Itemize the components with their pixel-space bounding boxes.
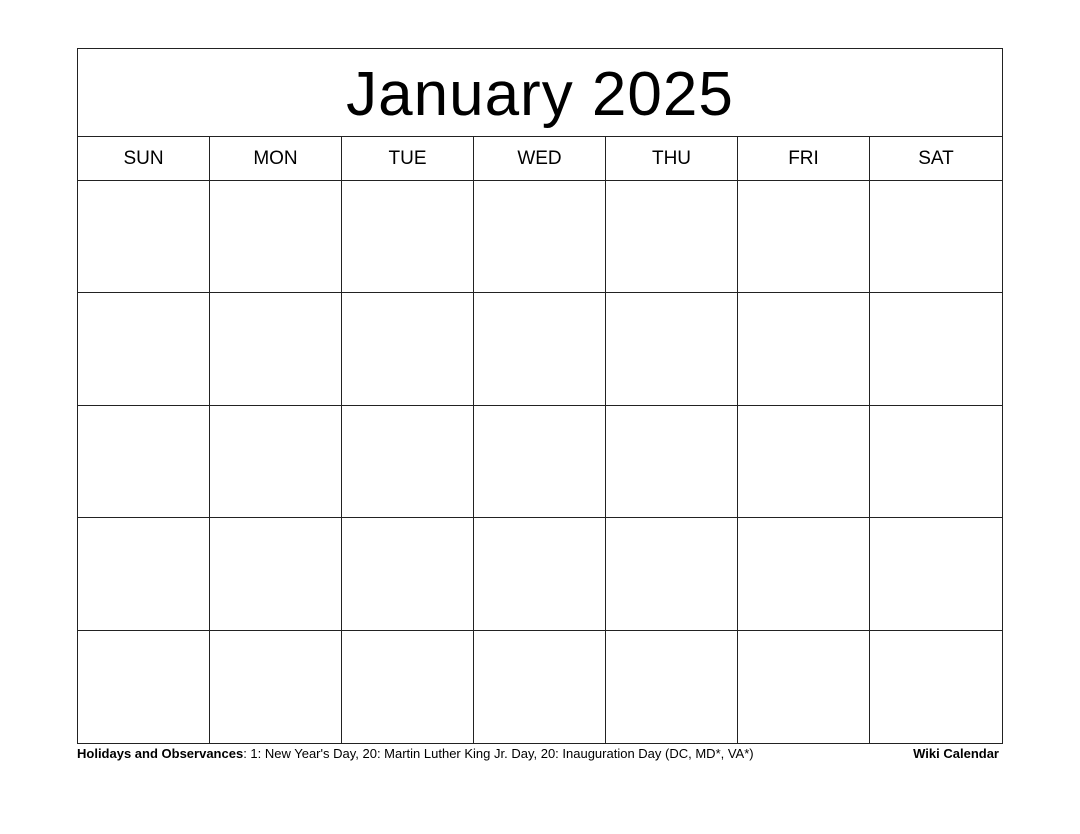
- day-cell: [210, 181, 342, 293]
- brand-label: Wiki Calendar: [913, 746, 999, 761]
- holidays-label: Holidays and Observances: [77, 746, 244, 761]
- month-title: January 2025: [346, 59, 734, 129]
- weekday-mon: MON: [210, 137, 342, 180]
- day-cell: [738, 518, 870, 630]
- holidays-note: [77, 746, 754, 762]
- day-cell: [78, 406, 210, 518]
- calendar-header: [78, 49, 1002, 137]
- day-cell: [210, 631, 342, 743]
- day-cell: [738, 631, 870, 743]
- day-cell: [78, 181, 210, 293]
- footer: [77, 746, 1003, 762]
- holidays-text: : 1: New Year's Day, 20: Martin Luther King Jr. Day, 20: Inauguration Day (DC, MD*, VA*): [243, 746, 754, 761]
- day-cell: [210, 518, 342, 630]
- weekday-header-row: [78, 137, 1002, 181]
- day-cell: [78, 518, 210, 630]
- day-cell: [606, 406, 738, 518]
- weekday-sun: SUN: [78, 137, 210, 180]
- day-cell: [738, 181, 870, 293]
- day-cell: [474, 293, 606, 405]
- day-cell: [210, 293, 342, 405]
- day-grid: [78, 181, 1002, 743]
- day-cell: [78, 293, 210, 405]
- day-cell: [342, 518, 474, 630]
- day-cell: [78, 631, 210, 743]
- calendar-grid: [77, 48, 1003, 744]
- day-cell: [738, 406, 870, 518]
- day-cell: [474, 631, 606, 743]
- weekday-thu: THU: [606, 137, 738, 180]
- day-cell: [870, 631, 1002, 743]
- day-cell: [606, 293, 738, 405]
- weekday-wed: WED: [474, 137, 606, 180]
- day-cell: [342, 406, 474, 518]
- day-cell: [606, 518, 738, 630]
- day-cell: [342, 293, 474, 405]
- day-cell: [474, 406, 606, 518]
- day-cell: [606, 181, 738, 293]
- day-cell: [210, 406, 342, 518]
- weekday-fri: FRI: [738, 137, 870, 180]
- day-cell: [870, 406, 1002, 518]
- day-cell: [870, 181, 1002, 293]
- day-cell: [474, 518, 606, 630]
- day-cell: [342, 181, 474, 293]
- day-cell: [606, 631, 738, 743]
- day-cell: [342, 631, 474, 743]
- day-cell: [474, 181, 606, 293]
- day-cell: [870, 293, 1002, 405]
- day-cell: [870, 518, 1002, 630]
- weekday-sat: SAT: [918, 147, 954, 169]
- day-cell: [738, 293, 870, 405]
- weekday-tue: TUE: [342, 137, 474, 180]
